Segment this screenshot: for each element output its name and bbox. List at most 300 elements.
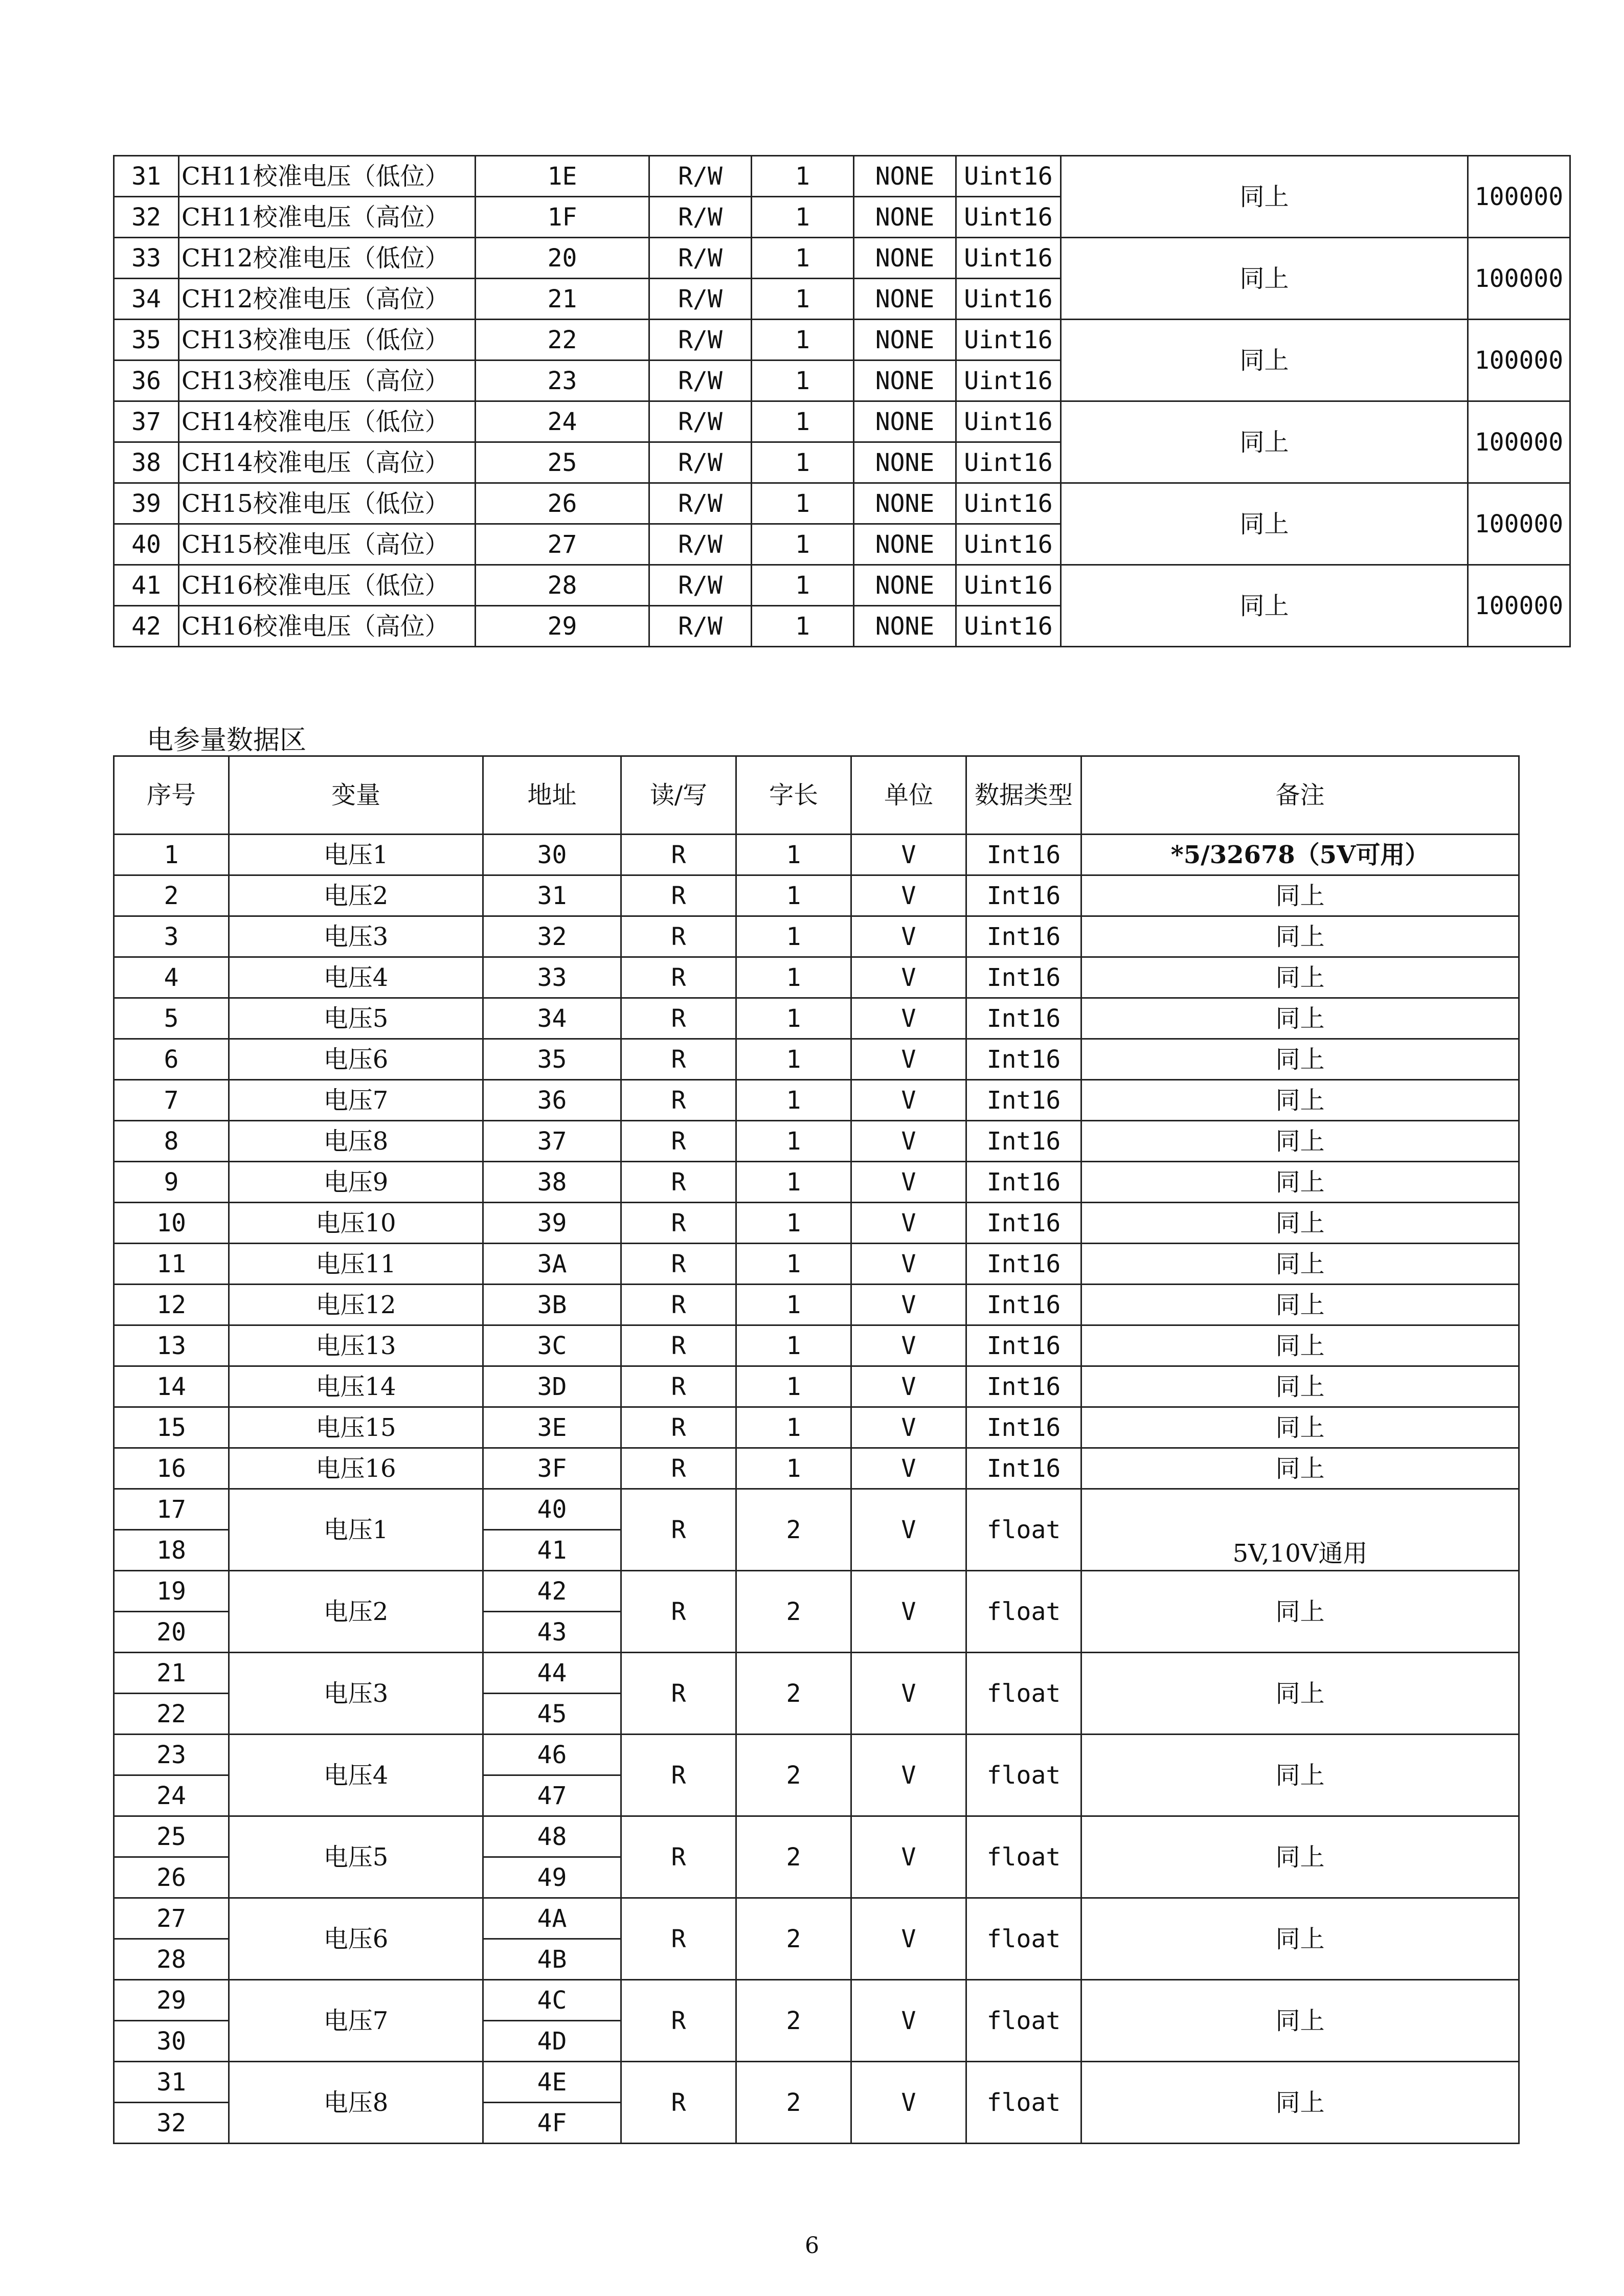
cell-read-write: R — [621, 1898, 736, 1980]
cell-address: 22 — [476, 320, 649, 361]
header-word-length: 字长 — [736, 756, 851, 835]
table-header-row — [114, 756, 1519, 835]
cell-unit: NONE — [854, 524, 956, 565]
cell-data-type: Uint16 — [956, 320, 1061, 361]
cell-read-write: R — [621, 1489, 736, 1571]
cell-unit: NONE — [854, 442, 956, 483]
cell-variable: 电压8 — [229, 2062, 483, 2144]
cell-read-write: R/W — [649, 156, 752, 197]
cell-data-type: Uint16 — [956, 401, 1061, 442]
cell-data-type: Uint16 — [956, 483, 1061, 524]
cell-data-type: Int16 — [966, 1285, 1081, 1325]
cell-word-length: 2 — [736, 1735, 851, 1816]
cell-note: 同上 — [1061, 320, 1468, 401]
cell-data-type: Int16 — [966, 916, 1081, 957]
cell-name: CH12校准电压（低位） — [179, 238, 476, 279]
cell-unit: V — [851, 2062, 966, 2144]
cell-word-length: 1 — [752, 565, 854, 606]
cell-address: 35 — [483, 1039, 621, 1080]
cell-address: 36 — [483, 1080, 621, 1121]
cell-address: 29 — [476, 606, 649, 647]
cell-word-length: 2 — [736, 1816, 851, 1898]
cell-variable: 电压2 — [229, 1571, 483, 1653]
cell-no: 32 — [114, 2103, 229, 2144]
cell-address: 1F — [476, 197, 649, 238]
cell-address: 4F — [483, 2103, 621, 2144]
table-row — [114, 320, 1570, 361]
cell-default: 100000 — [1468, 565, 1570, 647]
cell-variable: 电压11 — [229, 1244, 483, 1285]
cell-no: 7 — [114, 1080, 229, 1121]
cell-address: 21 — [476, 279, 649, 320]
cell-address: 4D — [483, 2021, 621, 2062]
cell-word-length: 1 — [736, 1203, 851, 1244]
table-row — [114, 1816, 1519, 1857]
cell-unit: V — [851, 998, 966, 1039]
cell-data-type: Int16 — [966, 1162, 1081, 1203]
table-row — [114, 916, 1519, 957]
cell-read-write: R/W — [649, 238, 752, 279]
cell-word-length: 1 — [752, 320, 854, 361]
cell-address: 23 — [476, 361, 649, 401]
table-row — [114, 2062, 1519, 2103]
table-row — [114, 1244, 1519, 1285]
cell-address: 48 — [483, 1816, 621, 1857]
cell-note: 5V,10V通用 — [1081, 1489, 1519, 1571]
cell-no: 20 — [114, 1612, 229, 1653]
cell-word-length: 1 — [752, 524, 854, 565]
cell-word-length: 1 — [752, 606, 854, 647]
cell-variable: 电压15 — [229, 1407, 483, 1448]
cell-no: 36 — [114, 361, 179, 401]
cell-note: 同上 — [1081, 1203, 1519, 1244]
cell-read-write: R — [621, 1735, 736, 1816]
header-unit: 单位 — [851, 756, 966, 835]
table-row — [114, 1980, 1519, 2021]
cell-read-write: R — [621, 1448, 736, 1489]
table-row — [114, 1080, 1519, 1121]
header-no: 序号 — [114, 756, 229, 835]
cell-read-write: R/W — [649, 401, 752, 442]
cell-word-length: 1 — [736, 957, 851, 998]
cell-data-type: Int16 — [966, 1244, 1081, 1285]
cell-address: 3E — [483, 1407, 621, 1448]
cell-address: 3F — [483, 1448, 621, 1489]
cell-no: 42 — [114, 606, 179, 647]
cell-unit: V — [851, 1816, 966, 1898]
cell-no: 15 — [114, 1407, 229, 1448]
header-address: 地址 — [483, 756, 621, 835]
cell-word-length: 1 — [736, 1244, 851, 1285]
cell-address: 33 — [483, 957, 621, 998]
cell-word-length: 1 — [752, 361, 854, 401]
cell-unit: V — [851, 1366, 966, 1407]
cell-default: 100000 — [1468, 320, 1570, 401]
cell-no: 29 — [114, 1980, 229, 2021]
cell-address: 3B — [483, 1285, 621, 1325]
cell-unit: V — [851, 1980, 966, 2062]
cell-no: 24 — [114, 1775, 229, 1816]
cell-no: 38 — [114, 442, 179, 483]
cell-note: 同上 — [1081, 1980, 1519, 2062]
cell-name: CH13校准电压（低位） — [179, 320, 476, 361]
cell-read-write: R/W — [649, 279, 752, 320]
table-row — [114, 1407, 1519, 1448]
table-row — [114, 1203, 1519, 1244]
cell-note: 同上 — [1081, 916, 1519, 957]
cell-note: 同上 — [1081, 1285, 1519, 1325]
cell-data-type: Int16 — [966, 1203, 1081, 1244]
cell-note: 同上 — [1081, 1407, 1519, 1448]
cell-note: 同上 — [1061, 401, 1468, 483]
cell-data-type: float — [966, 1816, 1081, 1898]
cell-data-type: Uint16 — [956, 361, 1061, 401]
cell-address: 31 — [483, 875, 621, 916]
header-variable: 变量 — [229, 756, 483, 835]
cell-data-type: float — [966, 1653, 1081, 1735]
table-row — [114, 565, 1570, 606]
cell-word-length: 1 — [736, 1407, 851, 1448]
cell-unit: V — [851, 1325, 966, 1366]
header-note: 备注 — [1081, 756, 1519, 835]
cell-word-length: 1 — [752, 279, 854, 320]
cell-address: 3C — [483, 1325, 621, 1366]
cell-default: 100000 — [1468, 483, 1570, 565]
cell-unit: V — [851, 1162, 966, 1203]
cell-no: 16 — [114, 1448, 229, 1489]
cell-no: 12 — [114, 1285, 229, 1325]
cell-variable: 电压6 — [229, 1039, 483, 1080]
cell-default: 100000 — [1468, 401, 1570, 483]
cell-read-write: R — [621, 1816, 736, 1898]
calibration-table-body — [114, 156, 1570, 647]
cell-no: 30 — [114, 2021, 229, 2062]
cell-address: 41 — [483, 1530, 621, 1571]
cell-unit: V — [851, 916, 966, 957]
cell-read-write: R/W — [649, 197, 752, 238]
cell-word-length: 1 — [736, 1039, 851, 1080]
electrical-parameter-table — [113, 755, 1520, 2144]
cell-unit: V — [851, 1244, 966, 1285]
cell-note: 同上 — [1081, 1162, 1519, 1203]
cell-variable: 电压14 — [229, 1366, 483, 1407]
cell-default: 100000 — [1468, 238, 1570, 320]
cell-read-write: R/W — [649, 483, 752, 524]
cell-address: 49 — [483, 1857, 621, 1898]
cell-unit: V — [851, 957, 966, 998]
table-row — [114, 238, 1570, 279]
cell-data-type: Int16 — [966, 1039, 1081, 1080]
cell-note: 同上 — [1081, 1244, 1519, 1285]
cell-read-write: R — [621, 916, 736, 957]
cell-address: 39 — [483, 1203, 621, 1244]
cell-read-write: R/W — [649, 442, 752, 483]
cell-name: CH14校准电压（低位） — [179, 401, 476, 442]
cell-note: 同上 — [1081, 1121, 1519, 1162]
cell-word-length: 2 — [736, 1653, 851, 1735]
cell-unit: V — [851, 1571, 966, 1653]
cell-variable: 电压2 — [229, 875, 483, 916]
cell-word-length: 1 — [752, 483, 854, 524]
cell-no: 35 — [114, 320, 179, 361]
cell-word-length: 2 — [736, 1898, 851, 1980]
cell-note: 同上 — [1081, 957, 1519, 998]
cell-read-write: R — [621, 1366, 736, 1407]
cell-variable: 电压8 — [229, 1121, 483, 1162]
cell-name: CH15校准电压（高位） — [179, 524, 476, 565]
cell-read-write: R — [621, 957, 736, 998]
cell-note: 同上 — [1081, 875, 1519, 916]
table-row — [114, 998, 1519, 1039]
cell-data-type: Uint16 — [956, 524, 1061, 565]
cell-address: 34 — [483, 998, 621, 1039]
cell-read-write: R — [621, 1325, 736, 1366]
cell-data-type: float — [966, 1898, 1081, 1980]
cell-note: 同上 — [1061, 238, 1468, 320]
cell-no: 14 — [114, 1366, 229, 1407]
cell-variable: 电压12 — [229, 1285, 483, 1325]
table-row — [114, 401, 1570, 442]
cell-data-type: Int16 — [966, 957, 1081, 998]
cell-unit: V — [851, 875, 966, 916]
cell-note: 同上 — [1081, 1080, 1519, 1121]
cell-variable: 电压4 — [229, 957, 483, 998]
cell-unit: NONE — [854, 606, 956, 647]
cell-word-length: 2 — [736, 1571, 851, 1653]
table-row — [114, 835, 1519, 875]
cell-variable: 电压5 — [229, 1816, 483, 1898]
cell-word-length: 1 — [752, 442, 854, 483]
cell-no: 33 — [114, 238, 179, 279]
header-data-type: 数据类型 — [966, 756, 1081, 835]
cell-variable: 电压3 — [229, 1653, 483, 1735]
cell-read-write: R — [621, 2062, 736, 2144]
cell-variable: 电压7 — [229, 1080, 483, 1121]
cell-variable: 电压1 — [229, 1489, 483, 1571]
cell-data-type: Uint16 — [956, 606, 1061, 647]
cell-note: 同上 — [1081, 1653, 1519, 1735]
cell-address: 26 — [476, 483, 649, 524]
page-number: 6 — [805, 2233, 819, 2259]
cell-name: CH12校准电压（高位） — [179, 279, 476, 320]
cell-variable: 电压16 — [229, 1448, 483, 1489]
table-row — [114, 1735, 1519, 1775]
cell-unit: NONE — [854, 565, 956, 606]
cell-address: 32 — [483, 916, 621, 957]
cell-default: 100000 — [1468, 156, 1570, 238]
cell-read-write: R/W — [649, 565, 752, 606]
cell-address: 4C — [483, 1980, 621, 2021]
cell-name: CH16校准电压（高位） — [179, 606, 476, 647]
calibration-table — [113, 155, 1571, 647]
cell-unit: NONE — [854, 361, 956, 401]
cell-read-write: R — [621, 1653, 736, 1735]
cell-note: 同上 — [1061, 156, 1468, 238]
cell-no: 2 — [114, 875, 229, 916]
cell-read-write: R — [621, 1571, 736, 1653]
cell-address: 4B — [483, 1939, 621, 1980]
cell-unit: V — [851, 1489, 966, 1571]
cell-word-length: 1 — [736, 835, 851, 875]
cell-word-length: 2 — [736, 2062, 851, 2144]
cell-address: 24 — [476, 401, 649, 442]
cell-name: CH16校准电压（低位） — [179, 565, 476, 606]
cell-note: 同上 — [1061, 565, 1468, 647]
cell-word-length: 1 — [736, 916, 851, 957]
cell-note: 同上 — [1081, 2062, 1519, 2144]
cell-read-write: R — [621, 1285, 736, 1325]
cell-variable: 电压3 — [229, 916, 483, 957]
cell-no: 34 — [114, 279, 179, 320]
cell-read-write: R — [621, 998, 736, 1039]
cell-no: 26 — [114, 1857, 229, 1898]
cell-no: 40 — [114, 524, 179, 565]
cell-address: 47 — [483, 1775, 621, 1816]
cell-data-type: Uint16 — [956, 238, 1061, 279]
cell-no: 31 — [114, 2062, 229, 2103]
table-row — [114, 1571, 1519, 1612]
cell-address: 38 — [483, 1162, 621, 1203]
cell-data-type: Int16 — [966, 998, 1081, 1039]
cell-data-type: float — [966, 1735, 1081, 1816]
table-row — [114, 1489, 1519, 1530]
cell-variable: 电压6 — [229, 1898, 483, 1980]
cell-word-length: 1 — [736, 998, 851, 1039]
cell-no: 18 — [114, 1530, 229, 1571]
cell-note: 同上 — [1081, 1039, 1519, 1080]
cell-read-write: R/W — [649, 606, 752, 647]
cell-unit: V — [851, 1121, 966, 1162]
cell-note: 同上 — [1081, 1325, 1519, 1366]
cell-word-length: 1 — [736, 1121, 851, 1162]
cell-note: 同上 — [1081, 1366, 1519, 1407]
cell-address: 42 — [483, 1571, 621, 1612]
cell-word-length: 1 — [736, 1448, 851, 1489]
cell-no: 1 — [114, 835, 229, 875]
cell-note: 同上 — [1081, 1735, 1519, 1816]
cell-address: 28 — [476, 565, 649, 606]
cell-address: 4E — [483, 2062, 621, 2103]
cell-variable: 电压5 — [229, 998, 483, 1039]
cell-address: 3A — [483, 1244, 621, 1285]
cell-data-type: Int16 — [966, 1325, 1081, 1366]
cell-unit: V — [851, 1203, 966, 1244]
table-row — [114, 1121, 1519, 1162]
cell-data-type: Int16 — [966, 1080, 1081, 1121]
cell-read-write: R — [621, 1407, 736, 1448]
cell-read-write: R — [621, 835, 736, 875]
cell-address: 1E — [476, 156, 649, 197]
cell-read-write: R — [621, 1203, 736, 1244]
cell-no: 19 — [114, 1571, 229, 1612]
table-row — [114, 1285, 1519, 1325]
cell-unit: V — [851, 1039, 966, 1080]
header-read-write: 读/写 — [621, 756, 736, 835]
cell-no: 31 — [114, 156, 179, 197]
cell-word-length: 1 — [752, 156, 854, 197]
cell-variable: 电压7 — [229, 1980, 483, 2062]
table-row — [114, 1325, 1519, 1366]
cell-data-type: Int16 — [966, 1448, 1081, 1489]
cell-data-type: Uint16 — [956, 197, 1061, 238]
cell-word-length: 1 — [752, 401, 854, 442]
cell-read-write: R/W — [649, 524, 752, 565]
cell-data-type: float — [966, 1571, 1081, 1653]
cell-word-length: 1 — [736, 1162, 851, 1203]
cell-variable: 电压9 — [229, 1162, 483, 1203]
cell-read-write: R/W — [649, 361, 752, 401]
cell-name: CH11校准电压（高位） — [179, 197, 476, 238]
table-row — [114, 1448, 1519, 1489]
cell-word-length: 2 — [736, 1980, 851, 2062]
table-row — [114, 957, 1519, 998]
cell-no: 17 — [114, 1489, 229, 1530]
cell-note: 同上 — [1081, 1448, 1519, 1489]
table-row — [114, 875, 1519, 916]
cell-read-write: R — [621, 1039, 736, 1080]
cell-note: *5/32678（5V可用） — [1081, 835, 1519, 875]
cell-read-write: R/W — [649, 320, 752, 361]
cell-address: 45 — [483, 1694, 621, 1735]
cell-unit: V — [851, 1898, 966, 1980]
cell-no: 25 — [114, 1816, 229, 1857]
cell-data-type: Int16 — [966, 1407, 1081, 1448]
cell-no: 11 — [114, 1244, 229, 1285]
cell-note: 同上 — [1061, 483, 1468, 565]
table-row — [114, 1162, 1519, 1203]
table-row — [114, 1366, 1519, 1407]
cell-word-length: 1 — [736, 1325, 851, 1366]
cell-unit: V — [851, 1653, 966, 1735]
cell-note: 同上 — [1081, 1816, 1519, 1898]
cell-address: 20 — [476, 238, 649, 279]
cell-address: 4A — [483, 1898, 621, 1939]
cell-word-length: 1 — [752, 197, 854, 238]
cell-read-write: R — [621, 1121, 736, 1162]
cell-address: 43 — [483, 1612, 621, 1653]
cell-data-type: Uint16 — [956, 156, 1061, 197]
table-row — [114, 483, 1570, 524]
cell-word-length: 1 — [736, 875, 851, 916]
cell-data-type: Uint16 — [956, 442, 1061, 483]
cell-read-write: R — [621, 1080, 736, 1121]
cell-unit: V — [851, 835, 966, 875]
cell-unit: V — [851, 1407, 966, 1448]
cell-read-write: R — [621, 1162, 736, 1203]
cell-unit: NONE — [854, 197, 956, 238]
cell-address: 37 — [483, 1121, 621, 1162]
cell-data-type: Int16 — [966, 875, 1081, 916]
cell-word-length: 2 — [736, 1489, 851, 1571]
cell-address: 46 — [483, 1735, 621, 1775]
cell-address: 27 — [476, 524, 649, 565]
cell-data-type: float — [966, 1489, 1081, 1571]
cell-unit: NONE — [854, 279, 956, 320]
cell-read-write: R — [621, 1244, 736, 1285]
cell-no: 21 — [114, 1653, 229, 1694]
cell-address: 44 — [483, 1653, 621, 1694]
cell-address: 25 — [476, 442, 649, 483]
cell-no: 5 — [114, 998, 229, 1039]
cell-no: 9 — [114, 1162, 229, 1203]
table-row — [114, 156, 1570, 197]
cell-variable: 电压13 — [229, 1325, 483, 1366]
cell-no: 10 — [114, 1203, 229, 1244]
cell-no: 39 — [114, 483, 179, 524]
cell-no: 23 — [114, 1735, 229, 1775]
cell-unit: V — [851, 1080, 966, 1121]
cell-unit: NONE — [854, 483, 956, 524]
